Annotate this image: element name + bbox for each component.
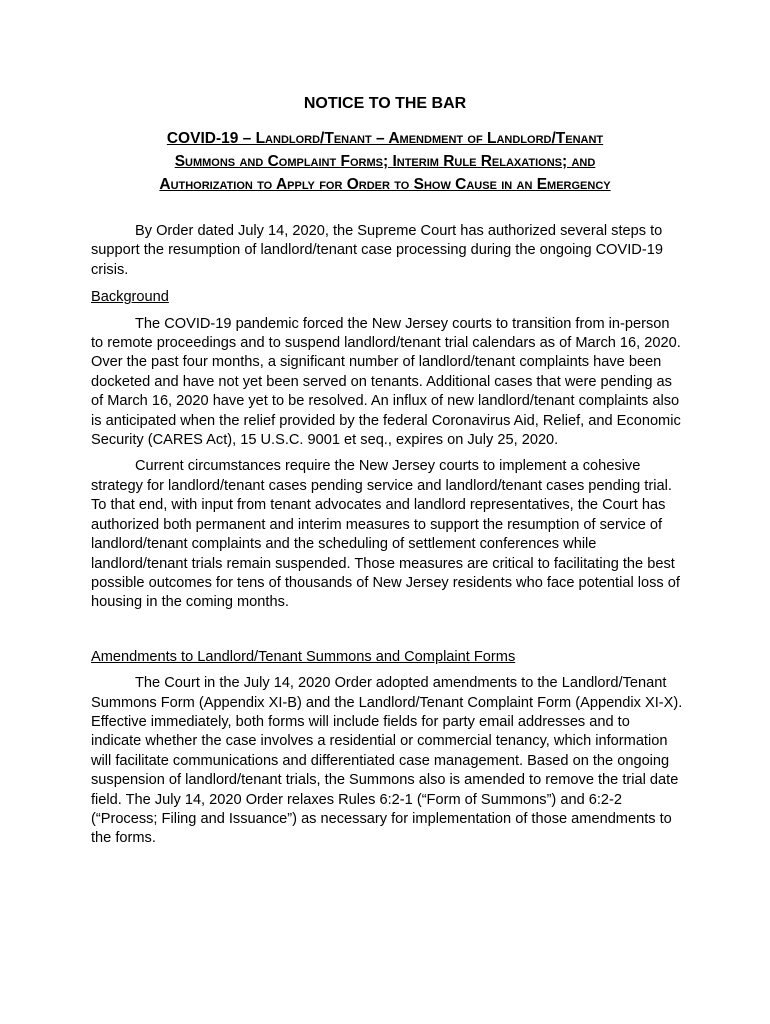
background-paragraph-1: The COVID-19 pandemic forced the New Jersey courts to transition from in-person to remote proceedings and to suspend landlord/tenant trial calendars as of March 16, 2020. Over the past four months, a significant number of landlord/tenant complaints have been docketed and have not yet been served on tenants. Additional cases that were pending as of March 16, 2020 have yet to be resolved. An influx of new landlord/tenant complaints also is anticipated when the relief provided by the federal Coronavirus Aid, Relief, and Economic Security (CARES Act), 15 U.S.C. 9001 et seq., expires on July 25, 2020. bbox=[91, 315, 681, 449]
section-heading-amendments: Amendments to Landlord/Tenant Summons and Complaint Forms bbox=[91, 648, 516, 665]
notice-subtitle bbox=[0, 127, 770, 196]
document-body bbox=[91, 222, 683, 849]
subtitle-line: Authorization to Apply for Order to Show Cause in an Emergency bbox=[159, 176, 611, 193]
intro-paragraph: By Order dated July 14, 2020, the Supreme Court has authorized several steps to support the resumption of landlord/tenant case processing during the ongoing COVID-19 crisis. bbox=[91, 223, 663, 278]
amendments-paragraph-1: The Court in the July 14, 2020 Order adopted amendments to the Landlord/Tenant Summons Form (Appendix XI-B) and the Landlord/Tenant Complaint Form (Appendix XI-X). Effective immediately, both forms will include fields for party email addresses and to indicate whether the case involves a residential or commercial tenancy, which information will facilitate communications and differentiated case management. Based on the ongoing suspension of landlord/tenant trials, the Summons also is amended to remove the trial date field. The July 14, 2020 Order relaxes Rules 6:2-1 (“Form of Summons”) and 6:2-2 (“Process; Filing and Issuance”) as necessary for implementation of those amendments to the forms. bbox=[91, 675, 683, 847]
subtitle-line: COVID-19 – Landlord/Tenant – Amendment of Landlord/Tenant bbox=[166, 130, 604, 147]
notice-title: NOTICE TO THE BAR bbox=[303, 95, 467, 112]
background-paragraph-2: Current circumstances require the New Jersey courts to implement a cohesive strategy for landlord/tenant cases pending service and landlord/tenant cases pending trial. To that end, with input from tenant advocates and landlord representatives, the Court has authorized both permanent and interim measures to support the resumption of service of landlord/tenant complaints and the scheduling of settlement conferences while landlord/tenant trials remain suspended. Those measures are critical to facilitating the best possible outcomes for tens of thousands of New Jersey residents who face potential loss of housing in the coming months. bbox=[91, 458, 680, 611]
subtitle-line: Summons and Complaint Forms; Interim Rule Relaxations; and bbox=[174, 153, 596, 170]
section-heading-background: Background bbox=[91, 289, 169, 306]
